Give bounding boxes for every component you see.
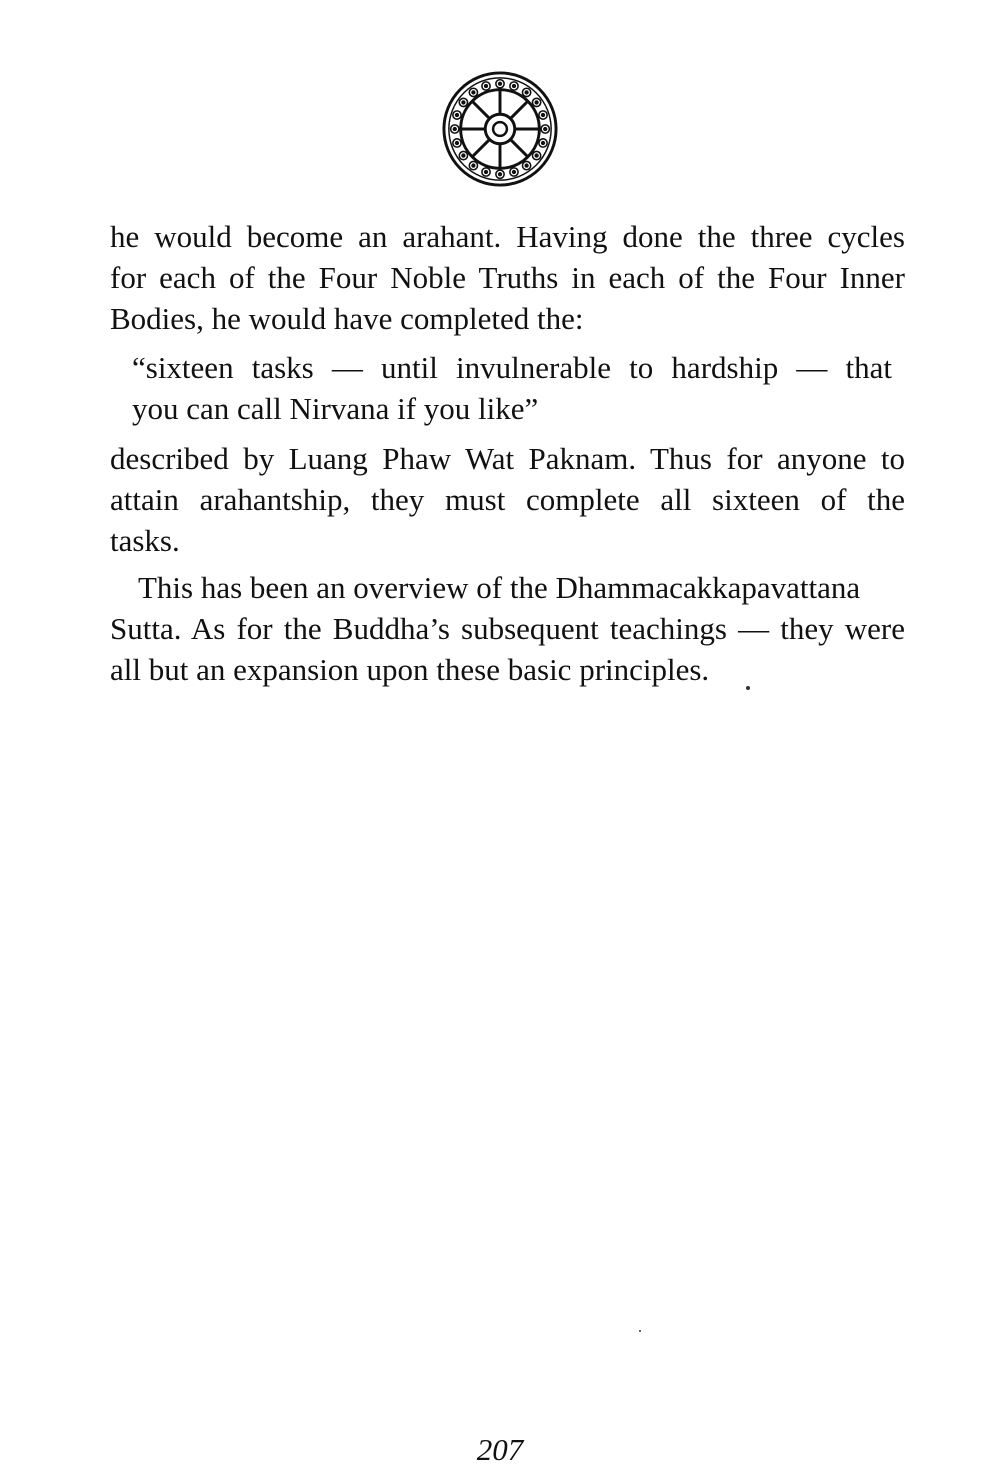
text-line: This has been an overview of the Dhammacakkapavattana <box>138 570 861 605</box>
scan-speck <box>746 686 750 690</box>
text-line: all but an expansion upon these basic principles. <box>110 652 710 687</box>
block-quote <box>132 347 892 429</box>
text-line: described by Luang Phaw Wat Paknam. Thus for anyone to <box>110 441 905 476</box>
paragraph-2 <box>110 438 905 561</box>
quote-line: “sixteen tasks — until invulnerable to hardship — that <box>132 350 892 385</box>
text-line: tasks. <box>110 523 180 558</box>
dharma-wheel-icon <box>441 70 559 188</box>
text-line: for each of the Four Noble Truths in each of the Four Inner <box>110 260 905 295</box>
scan-speck <box>639 1330 641 1332</box>
paragraph-1 <box>110 216 905 339</box>
text-line: Sutta. As for the Buddha’s subsequent teachings — they were <box>110 611 905 646</box>
page-number: 207 <box>476 1432 524 1467</box>
quote-line: you can call Nirvana if you like” <box>132 391 539 426</box>
text-line: he would become an arahant. Having done the three cycles <box>110 219 905 254</box>
text-line: Bodies, he would have completed the: <box>110 301 584 336</box>
text-line: attain arahantship, they must complete all sixteen of the <box>110 482 905 517</box>
body-text <box>110 216 905 690</box>
paragraph-3 <box>110 567 905 690</box>
